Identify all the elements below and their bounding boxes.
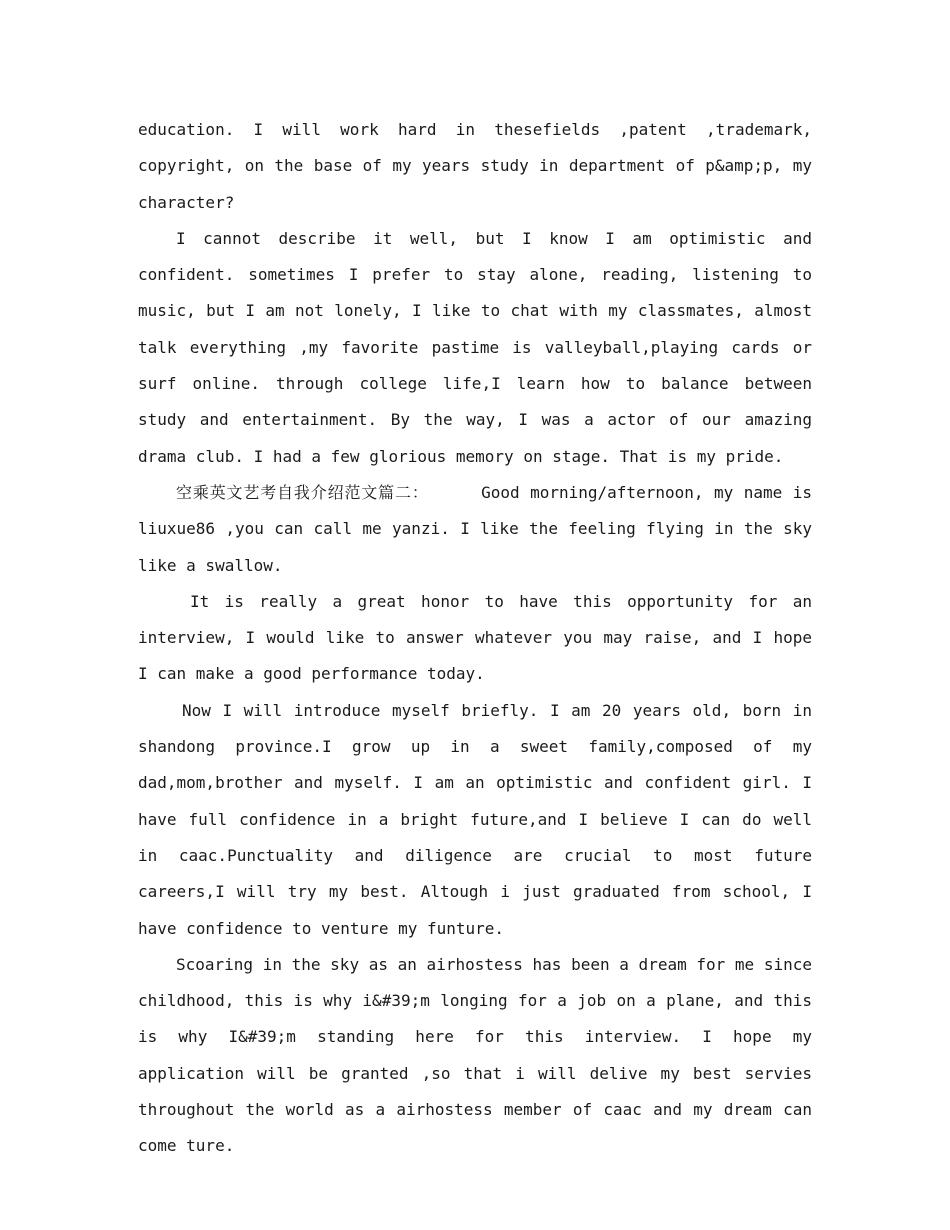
paragraph-introduction: Now I will introduce myself briefly. I am 20 years old, born in shandong province.I grow up in a sweet family,composed of my dad,mom,brother and myself. I am an optimistic and confident girl. I have full confidence in a bright future,and I believe I can do well in caac.Punctuality and diligence are crucial to most future careers,I will try my best. Altough i just graduated from school, I have confidence to venture my funture. [138, 700, 812, 938]
section-heading: 空乘英文艺考自我介绍范文篇二： [176, 482, 429, 502]
paragraph-character: I cannot describe it well, but I know I am optimistic and confident. sometimes I prefer to stay alone, reading, listening to music, but I am not lonely, I like to chat with my classmates, almost talk everything ,my favorite pastime is valleyball,playing cards or surf online. through college life,I learn how to balance between study and entertainment. By the way, I was a actor of our amazing drama club. I had a few glorious memory on stage. That is my pride. [138, 228, 812, 466]
paragraph-honor: It is really a great honor to have this opportunity for an interview, I would like to answer whatever you may raise, and I hope I can make a good performance today. [138, 591, 812, 684]
paragraph-continuation: education. I will work hard in thesefields ,patent ,trademark, copyright, on the base of my years study in department of p&amp;p, my character? [138, 120, 812, 212]
document-page [138, 112, 812, 1165]
paragraph-dream: Scoaring in the sky as an airhostess has been a dream for me since childhood, this is why i&#39;m longing for a job on a plane, and this is why I&#39;m standing here for this interview. I hope my application will be granted ,so that i will delive my best servies throughout the world as a airhostess member of caac and my dream can come ture. [138, 954, 812, 1156]
paragraph-sample-two [138, 475, 812, 584]
paragraph-greeting-text: Good morning/afternoon, my name is liuxue86 ,you can call me yanzi. I like the feeling flying in the sky like a swallow. [138, 482, 812, 575]
